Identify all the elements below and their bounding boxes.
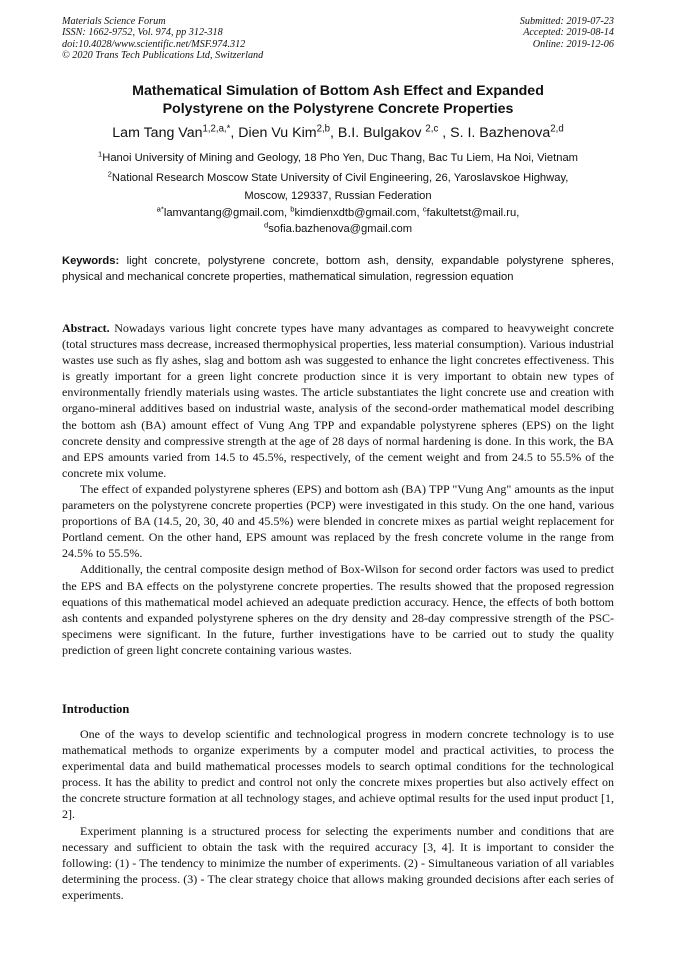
publication-dates — [520, 16, 614, 50]
keywords — [62, 253, 614, 285]
affiliation-1-text: Hanoi University of Mining and Geology, 18 Pho Yen, Duc Thang, Bac Tu Liem, Ha Noi, Vietnam — [102, 152, 578, 164]
affiliation-2-line-2: Moscow, 129337, Russian Federation — [244, 189, 432, 202]
email-4-mark: d — [263, 220, 269, 230]
affiliation-1 — [62, 150, 614, 168]
submitted-date: Submitted: 2019-07-23 — [519, 16, 614, 27]
abstract-paragraph-1 — [62, 320, 614, 481]
paper-title — [62, 82, 614, 118]
affiliation-1-mark: 1 — [98, 149, 103, 159]
journal-name: Materials Science Forum — [62, 16, 166, 27]
abstract-paragraph-1-text: Nowadays various light concrete types have many advantages as compared to heavyweight concrete (total structures mass decrease, increased thermophysical properties, less material consumption). Various industrial wastes use such as fly ashes, slag and bottom ash was suggested to enhance the light concretes effectiveness. This is greatly important for a green light concrete production since it is very important to obtain new types of environmentally friendly materials using wastes. The article substantiates the light concrete use and creation with organo-mineral additives based on industrial waste, analysis of the second-order mathematical model describing the bottom ash (BA) amount effect of Vung Ang TPP and expandable polystyrene spheres (EPS) on the light concrete density and compressive strength at the age of 28 days of normal hardening is done. In this work, the BA and EPS amounts varied from 14.5 to 45.5%, respectively, of the cement weight and from 24.5 to 55.5% of the concrete mix volume. — [62, 321, 614, 480]
abstract-section — [62, 320, 614, 658]
author-3: , B.I. Bulgakov — [329, 125, 426, 141]
abstract-paragraph-2: The effect of expanded polystyrene spheres (EPS) and bottom ash (BA) TPP "Vung Ang" amounts as the input parameters on the polystyrene concrete properties (PCP) were investigated in this study. On the one hand, various proportions of BA (14.5, 20, 30, 40 and 45.5%) were blended in concrete mixes as partial weight replacement for Portland cement. On the other hand, EPS amount was replaced by the fresh concrete volume in the range from 24.5% to 55.5%. — [62, 481, 614, 561]
doi-line: doi:10.4028/www.scientific.net/MSF.974.312 — [62, 38, 246, 50]
email-1-mark: a* — [156, 204, 164, 214]
author-2: , Dien Vu Kim — [230, 125, 317, 141]
abstract-label: Abstract. — [62, 321, 110, 335]
author-2-affil: 2,b — [316, 123, 330, 135]
accepted-date: Accepted: 2019-08-14 — [523, 27, 614, 39]
author-emails — [62, 205, 614, 237]
email-4: sofia.bazhenova@gmail.com — [268, 223, 413, 235]
email-2: kimdienxdtb@gmail.com, — [294, 207, 423, 219]
copyright-line: © 2020 Trans Tech Publications Ltd, Switzerland — [62, 49, 264, 61]
email-1: lamvantang@gmail.com, — [163, 207, 291, 219]
author-4: , S. I. Bazhenova — [438, 125, 551, 141]
online-date: Online: 2019-12-06 — [532, 38, 614, 50]
email-2-mark: b — [290, 204, 295, 214]
author-1-affil: 1,2,a,* — [202, 123, 231, 135]
title-line-2: Polystyrene on the Polystyrene Concrete Properties — [162, 101, 514, 117]
keywords-text: light concrete, polystyrene concrete, bottom ash, density, expandable polystyrene spheres, physical and mechanical concrete properties, mathematical simulation, regression equation — [62, 255, 614, 284]
email-3: fakultetst@mail.ru, — [426, 207, 520, 219]
abstract-paragraph-3: Additionally, the central composite design method of Box-Wilson for second order factors was used to predict the EPS and BA effects on the polystyrene concrete properties. The results showed that the proposed regression equations of this mathematical model achieved an adequate prediction accuracy. Hence, the effects of both bottom ash contents and expanded polystyrene spheres on the dry density and 28-day compressive strength of the PSC-specimens were significant. In the future, further investigations have to be carried out to study the quality prediction of green light concrete containing various wastes. — [62, 562, 614, 657]
introduction-heading: Introduction — [62, 702, 130, 716]
journal-info — [62, 16, 263, 61]
affiliation-2-line-1: National Research Moscow State University of Civil Engineering, 26, Yaroslavskoe Highway, — [111, 172, 569, 184]
introduction-paragraph-1: One of the ways to develop scientific and technological progress in modern concrete technology is to use mathematical methods to organize experiments by a computer model and practical activities, to process the experimental data and build mathematical processes models to search optimal conditions for the technological process. It has the ability to predict and control not only the concrete mixes properties but also actively effect on the concrete structure formation at all technology stages, and achieve optimal results for the used input product [1, 2]. — [62, 727, 614, 822]
email-3-mark: c — [422, 204, 427, 214]
introduction-paragraph-2: Experiment planning is a structured process for selecting the experiments number and conditions that are necessary and sufficient to obtain the task with the required accuracy [3, 4]. It is important to consider the following: (1) - The tendency to minimize the number of experiments. (2) - Simultaneous variation of all variables determining the process. (3) - The clear strategy choice that allows making grounded decisions after each series of experiments. — [62, 823, 614, 902]
issn-line: ISSN: 1662-9752, Vol. 974, pp 312-318 — [62, 27, 223, 39]
author-3-affil: 2,c — [425, 123, 439, 135]
author-4-affil: 2,d — [550, 123, 564, 135]
author-list — [62, 124, 614, 142]
author-1: Lam Tang Van — [112, 125, 203, 141]
keywords-label: Keywords: — [62, 255, 120, 267]
introduction-section — [62, 726, 614, 903]
affiliation-2-mark: 2 — [107, 169, 112, 179]
title-line-1: Mathematical Simulation of Bottom Ash Effect and Expanded — [132, 83, 544, 99]
affiliation-2 — [62, 170, 614, 205]
